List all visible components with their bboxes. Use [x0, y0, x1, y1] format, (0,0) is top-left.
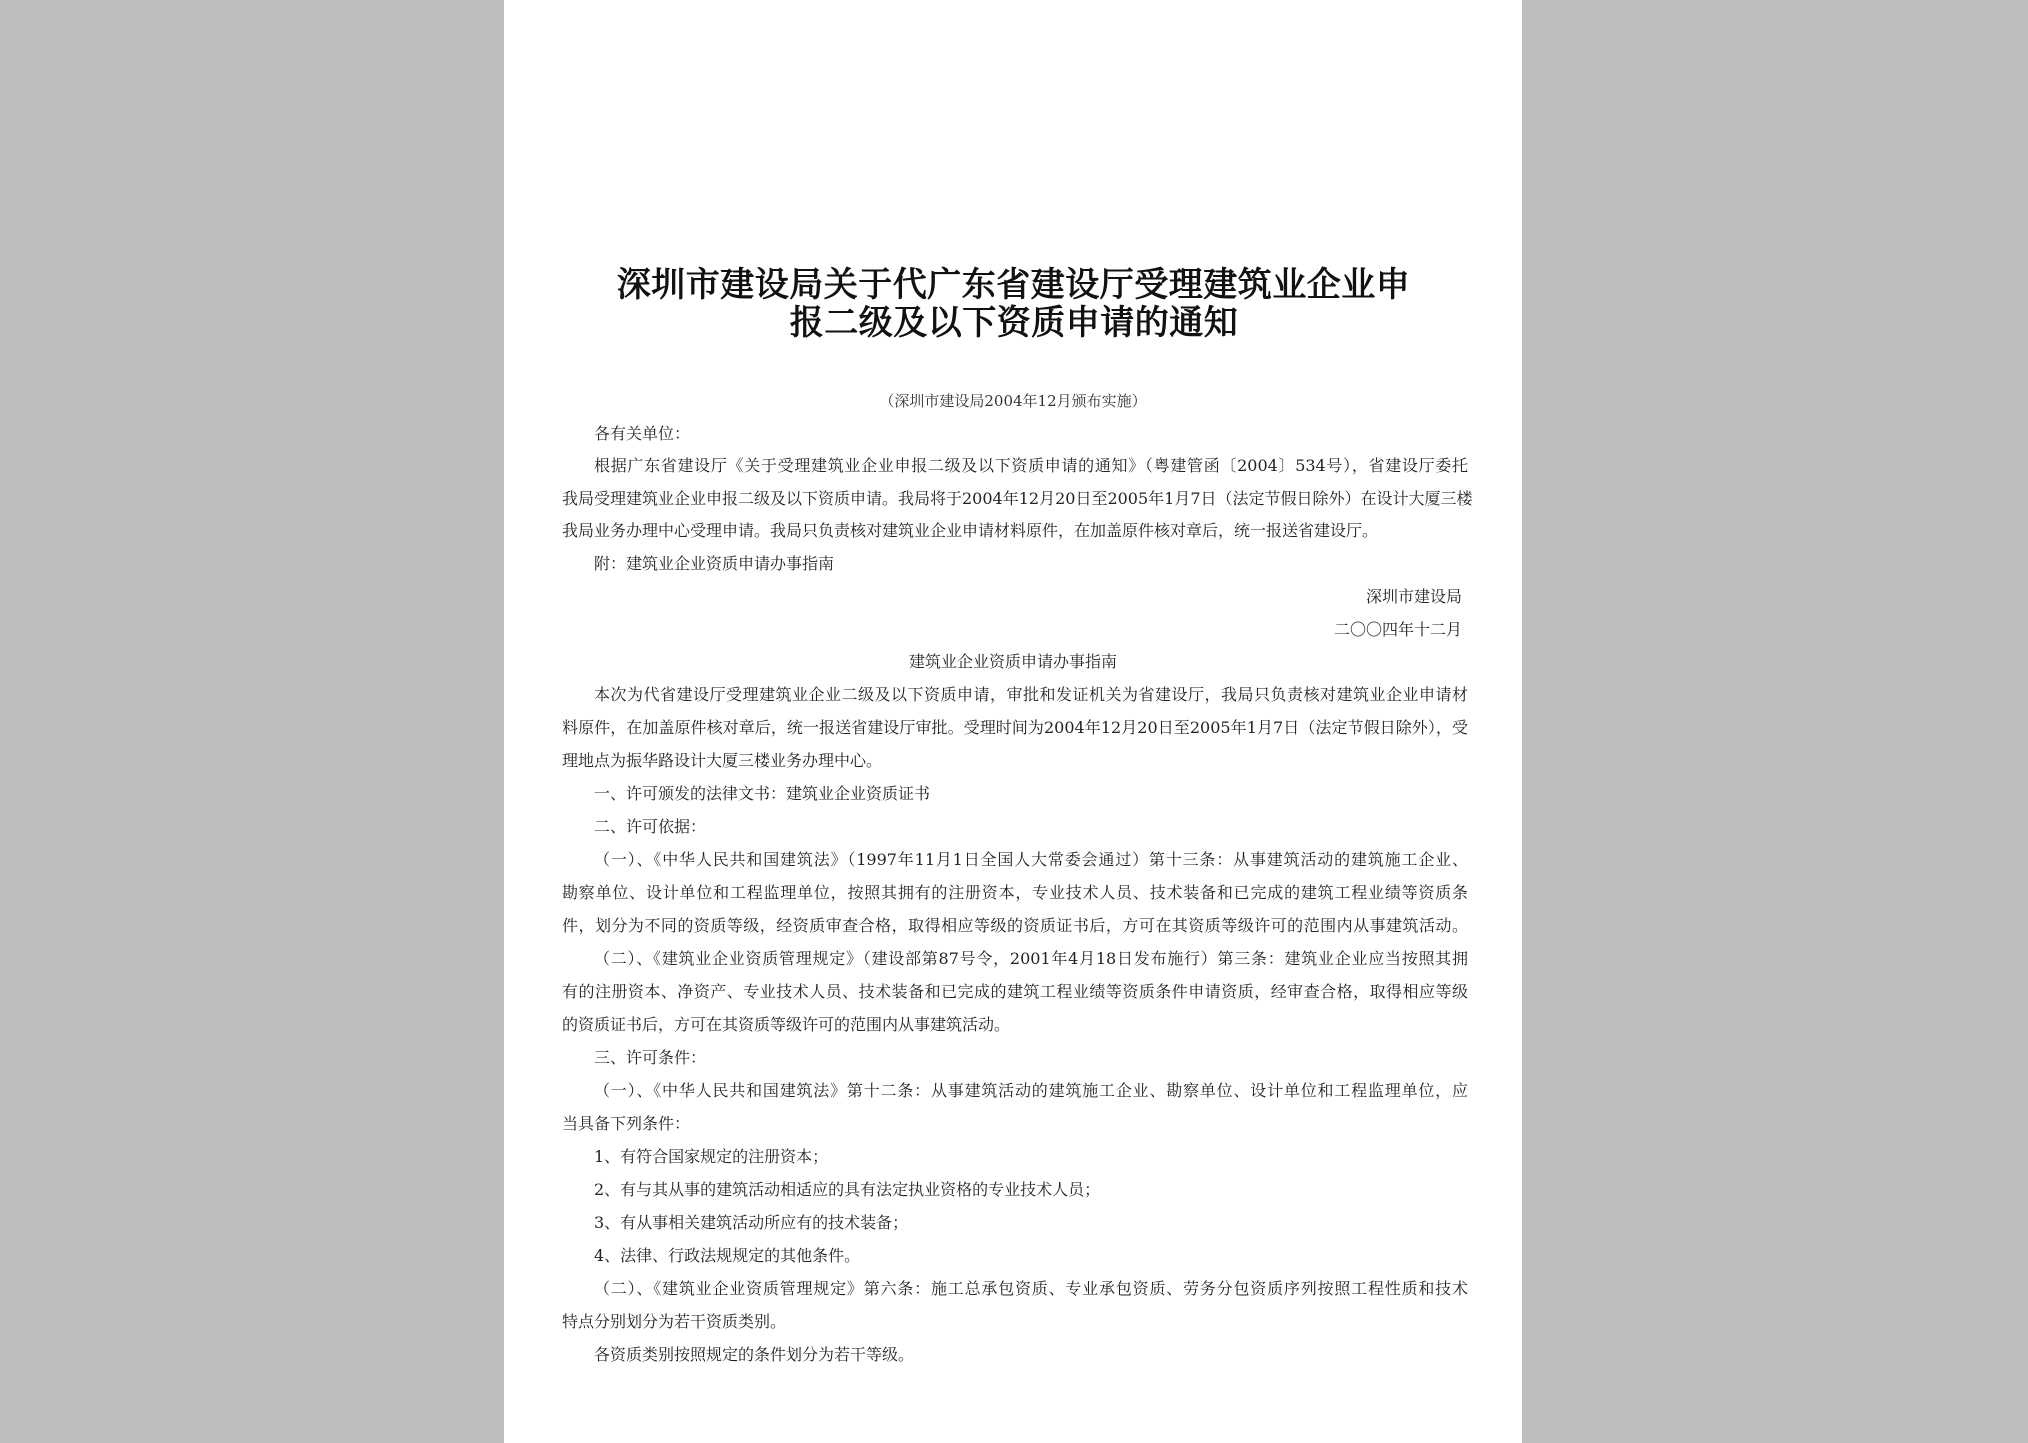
paragraph-line: 本次为代省建设厅受理建筑业企业二级及以下资质申请，审批和发证机关为省建设厅，我局只负责核对建筑业企业申请材: [594, 685, 1468, 704]
section-heading: 建筑业企业资质申请办事指南: [908, 652, 1117, 671]
paragraph-line: 的资质证书后，方可在其资质等级许可的范围内从事建筑活动。: [562, 1015, 1011, 1034]
paragraph-line: 特点分别划分为若干资质类别。: [562, 1312, 787, 1331]
paragraph-line: 当具备下列条件：: [562, 1114, 691, 1133]
paragraph-line: （一）、《中华人民共和国建筑法》（1997年11月1日全国人大常委会通过）第十三条：从事建筑活动的建筑施工企业、: [594, 850, 1468, 869]
document-title-line-2: 报二级及以下资质申请的通知: [789, 303, 1239, 343]
paragraph-line: 根据广东省建设厅《关于受理建筑业企业申报二级及以下资质申请的通知》（粤建管函〔2004〕534号），省建设厅委托: [594, 456, 1468, 475]
paragraph-line: 我局业务办理中心受理申请。我局只负责核对建筑业企业申请材料原件，在加盖原件核对章后，统一报送省建设厅。: [562, 521, 1379, 540]
paragraph-line: 我局受理建筑业企业申报二级及以下资质申请。我局将于2004年12月20日至2005年1月7日（法定节假日除外）在设计大厦三楼: [562, 489, 1473, 508]
paragraph-line: 理地点为振华路设计大厦三楼业务办理中心。: [562, 751, 883, 770]
attachment-note: 附：建筑业企业资质申请办事指南: [594, 554, 835, 573]
document-page: [504, 0, 1522, 1443]
paragraph-line: 件，划分为不同的资质等级，经资质审查合格，取得相应等级的资质证书后，方可在其资质等级许可的范围内从事建筑活动。: [562, 916, 1468, 935]
paragraph-line: 二、许可依据：: [594, 817, 707, 836]
paragraph-line: 料原件，在加盖原件核对章后，统一报送省建设厅审批。受理时间为2004年12月20日至2005年1月7日（法定节假日除外），受: [562, 718, 1468, 737]
document-title-line-1: 深圳市建设局关于代广东省建设厅受理建筑业企业申: [616, 265, 1411, 305]
signature-date: 二〇〇四年十二月: [1333, 620, 1462, 639]
paragraph-line: 各资质类别按照规定的条件划分为若干等级。: [594, 1345, 915, 1364]
signature-issuer: 深圳市建设局: [1365, 587, 1462, 606]
salutation: 各有关单位：: [594, 424, 691, 443]
paragraph-line: 三、许可条件：: [594, 1048, 707, 1067]
paragraph-line: 一、许可颁发的法律文书：建筑业企业资质证书: [594, 784, 931, 803]
list-item: 1、有符合国家规定的注册资本；: [594, 1147, 829, 1166]
paragraph-line: （一）、《中华人民共和国建筑法》第十二条：从事建筑活动的建筑施工企业、勘察单位、设计单位和工程监理单位，应: [594, 1081, 1468, 1100]
list-item: 3、有从事相关建筑活动所应有的技术装备；: [594, 1213, 909, 1232]
document-subtitle: （深圳市建设局2004年12月颁布实施）: [879, 392, 1147, 410]
list-item: 4、法律、行政法规规定的其他条件。: [594, 1246, 861, 1265]
paragraph-line: （二）、《建筑业企业资质管理规定》第六条：施工总承包资质、专业承包资质、劳务分包资质序列按照工程性质和技术: [594, 1279, 1468, 1298]
paragraph-line: 勘察单位、设计单位和工程监理单位，按照其拥有的注册资本，专业技术人员、技术装备和已完成的建筑工程业绩等资质条: [562, 883, 1468, 902]
paragraph-line: 有的注册资本、净资产、专业技术人员、技术装备和已完成的建筑工程业绩等资质条件申请资质，经审查合格，取得相应等级: [562, 982, 1468, 1001]
paragraph-line: （二）、《建筑业企业资质管理规定》（建设部第87号令，2001年4月18日发布施行）第三条：建筑业企业应当按照其拥: [594, 949, 1468, 968]
list-item: 2、有与其从事的建筑活动相适应的具有法定执业资格的专业技术人员；: [594, 1180, 1101, 1199]
